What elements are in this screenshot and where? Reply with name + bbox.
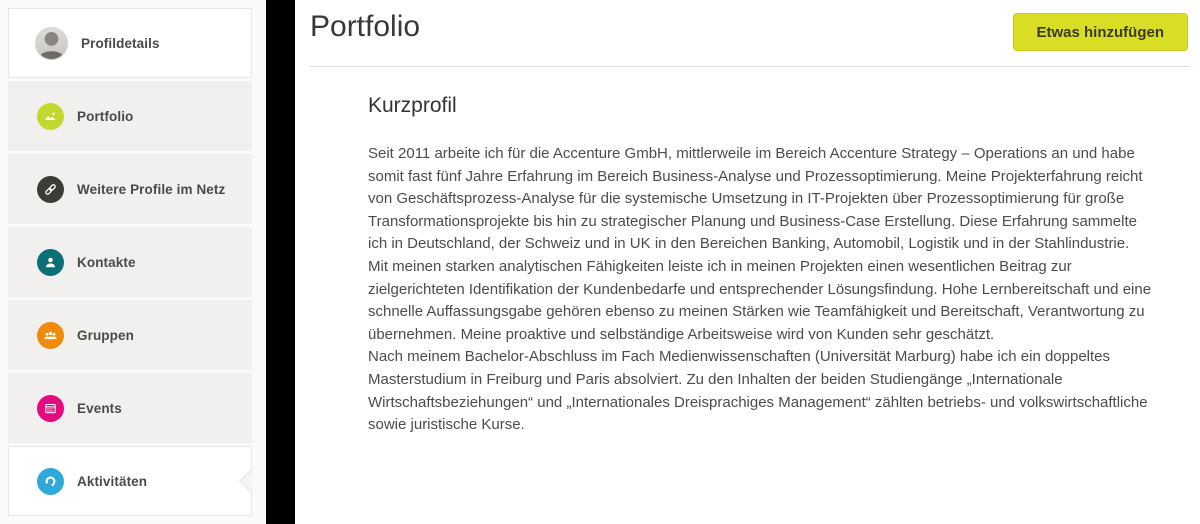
profile-avatar — [35, 27, 68, 60]
sidebar-item-label: Portfolio — [77, 108, 134, 124]
profile-paragraph: Seit 2011 arbeite ich für die Accenture GmbH, mittlerweile im Bereich Accenture Strategy – Operations an und habe somit fast fünf Jahre Erfahrung im Bereich Business-Analyse und Prozessoptimierung. Meine Projekterfahrung reicht von Geschäftsprozess-Analyse für die systemische Umsetzung in IT-Projekten über Prozessoptimierung für große Transformationsprojekte bis hin zu strategischer Planung und Business-Case Erstellung. Diese Erfahrung sammelte ich in Deutschland, der Schweiz und in UK in den Bereichen Banking, Automobil, Logistik und in der Stahlindustrie. — [368, 145, 1143, 253]
groups-icon — [37, 322, 64, 349]
sidebar-item-label: Aktivitäten — [77, 473, 148, 489]
profile-sidebar — [0, 0, 266, 524]
kurzprofil-section — [368, 94, 1154, 437]
sidebar-item-kontakte[interactable] — [8, 227, 252, 297]
sidebar-item-label: Gruppen — [77, 327, 134, 343]
link-icon — [37, 176, 64, 203]
activities-icon — [37, 468, 64, 495]
section-heading: Kurzprofil — [368, 94, 457, 117]
sidebar-item-events[interactable] — [8, 373, 252, 443]
contact-person-icon — [37, 249, 64, 276]
sidebar-item-gruppen[interactable] — [8, 300, 252, 370]
sidebar-item-label: Kontakte — [77, 254, 136, 270]
portfolio-header — [310, 0, 1190, 67]
sidebar-item-aktivitaeten[interactable] — [8, 446, 252, 516]
sidebar-item-weitere-profile[interactable] — [8, 154, 252, 224]
sidebar-item-label: Events — [77, 400, 122, 416]
sidebar-item-profildetails[interactable] — [8, 8, 252, 78]
calendar-icon — [37, 395, 64, 422]
profile-paragraph: Mit meinen starken analytischen Fähigkeiten leiste ich in meinen Projekten einen wesentlichen Beitrag zur zielgerichteten Identifikation der Kundenbedarfe und entsprechender Lösungsfindung. Hohe Lernbereitschaft und eine schnelle Auffassungsgabe gehören ebenso zu meinen Stärken wie Teamfähigkeit und Bereitschaft, Verantwortung zu übernehmen. Meine proaktive und selbständige Arbeitsweise wird von Kunden sehr geschätzt. — [368, 257, 1152, 343]
sidebar-item-label: Weitere Profile im Netz — [77, 181, 226, 197]
add-something-button[interactable]: Etwas hinzufügen — [1013, 13, 1189, 51]
page-title: Portfolio — [310, 10, 421, 43]
profile-paragraph: Nach meinem Bachelor-Abschluss im Fach Medienwissenschaften (Universität Marburg) habe ich ein doppeltes Masterstudium in Freiburg und Paris absolviert. Zu den Inhalten der beiden Studiengänge „Internationale Wirtschaftsbeziehungen“ und „Internationales Dreisprachiges Management“ zählten betriebs- und volkswirtschaftliche sowie juristische Kurse. — [368, 348, 1148, 434]
active-item-pointer-fill — [241, 470, 252, 492]
portfolio-panel — [295, 0, 1200, 524]
profile-nav-menu — [0, 0, 266, 516]
portfolio-image-icon — [37, 103, 64, 130]
profile-description — [368, 143, 1154, 437]
sidebar-item-portfolio[interactable] — [8, 81, 252, 151]
sidebar-item-label: Profildetails — [81, 35, 160, 51]
